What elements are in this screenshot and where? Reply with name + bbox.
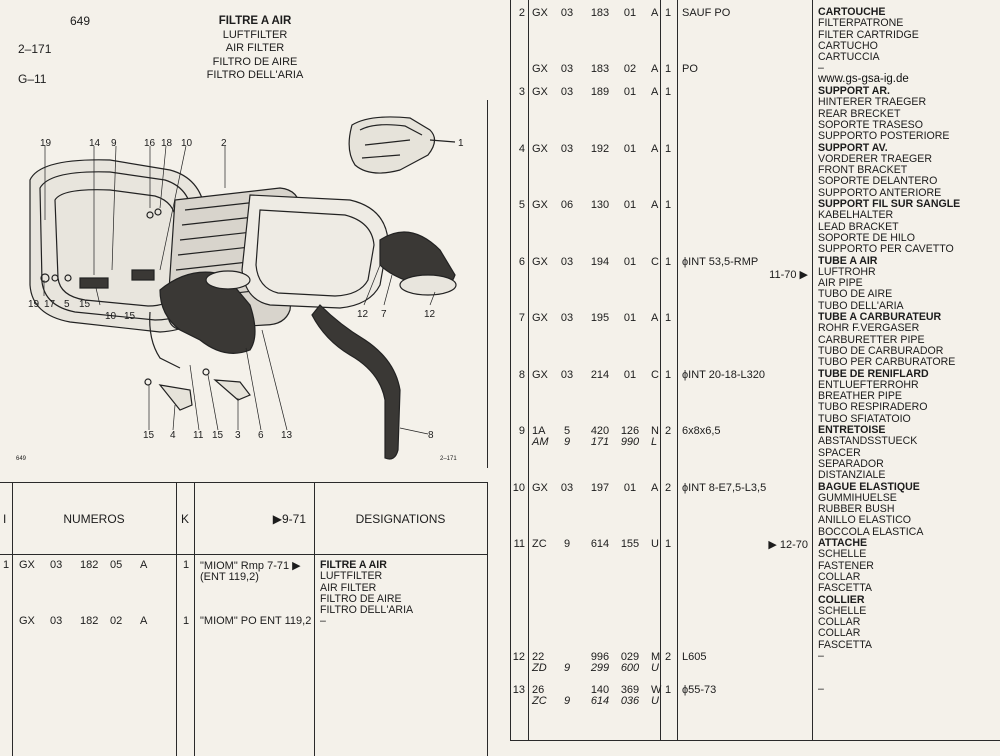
- callout-4: 4: [170, 430, 176, 441]
- right-col-rule-2: [660, 0, 661, 740]
- row-index: 4: [518, 142, 525, 155]
- remark: ϕ55-73: [682, 684, 717, 696]
- part-no-d: 01: [623, 199, 637, 211]
- designation-line: AIR PIPE: [818, 277, 863, 290]
- right-col-rule-1: [528, 0, 529, 740]
- part-no-1: GX: [19, 615, 35, 627]
- designation-line: SOPORTE TRASESO: [818, 118, 923, 131]
- callout-15c: 15: [143, 430, 155, 441]
- part-no-c: 140: [590, 684, 610, 696]
- callout-14: 14: [89, 138, 101, 149]
- col-header-numeros: NUMEROS: [63, 512, 125, 526]
- designation-line: FILTRE A AIR: [320, 559, 387, 571]
- part-no-d: 01: [623, 7, 637, 19]
- quantity: 1: [665, 312, 672, 324]
- designation-line: SUPPORTO POSTERIORE: [818, 130, 950, 143]
- row-index: 1: [3, 559, 10, 571]
- part-no-e: C: [651, 368, 659, 381]
- part-no-c: 183: [590, 7, 610, 19]
- alt-part-no-c: 171: [590, 436, 610, 449]
- callout-9: 9: [111, 138, 117, 149]
- part-no-a: GX: [532, 7, 548, 19]
- quantity: 1: [665, 368, 672, 381]
- quantity: 1: [183, 615, 190, 627]
- col-header-designations: DESIGNATIONS: [355, 512, 446, 526]
- alt-part-no-b: 9: [563, 436, 571, 449]
- alt-part-no-e: U: [651, 695, 659, 708]
- designation-line: TUBE DE RENIFLARD: [818, 367, 929, 380]
- part-no-5: A: [140, 615, 148, 627]
- designation-line: DISTANZIALE: [818, 469, 886, 482]
- callout-11: 11: [193, 430, 204, 441]
- alt-part-no-c: 614: [590, 695, 610, 708]
- part-no-a: 26: [532, 684, 545, 696]
- remark: "MIOM" PO ENT 119,2: [200, 615, 312, 627]
- alt-part-no-a: ZD: [532, 662, 547, 675]
- designation-line: FILTRO DE AIRE: [320, 592, 402, 605]
- part-no-d: 01: [623, 368, 637, 381]
- row-index: 12: [512, 651, 525, 663]
- quantity: 1: [665, 63, 672, 75]
- alt-part-no-d: 036: [620, 695, 640, 708]
- designation-line: BREATHER PIPE: [818, 390, 902, 403]
- designation-line: ENTLUEFTERROHR: [818, 378, 919, 391]
- remark-2: (ENT 119,2): [200, 571, 259, 583]
- row-index: 8: [518, 368, 525, 381]
- alt-part-no-e: L: [651, 436, 658, 449]
- part-no-e: A: [651, 481, 659, 494]
- quantity: 2: [665, 651, 672, 663]
- designation-line: SUPPORTO PER CAVETTO: [818, 243, 954, 256]
- designation-line: SOPORTE DELANTERO: [818, 175, 938, 188]
- part-no-d: 01: [623, 312, 637, 324]
- title-en: AIR FILTER: [225, 42, 285, 55]
- validity-date: 11-70 ▶: [769, 268, 808, 281]
- part-no-e: N: [651, 425, 659, 437]
- row-index: 11: [513, 538, 525, 550]
- remark: "MIOM" Rmp 7-71 ▶: [200, 560, 301, 572]
- watermark-link[interactable]: www.gs-gsa-ig.de: [818, 73, 909, 85]
- part-no-c: 197: [590, 481, 610, 494]
- part-no-b: 03: [560, 255, 574, 268]
- quantity: 1: [665, 684, 672, 696]
- right-table-bottom-rule: [510, 740, 1000, 741]
- callout-6: 6: [258, 430, 264, 441]
- part-no-2: 03: [50, 559, 63, 571]
- alt-part-no-e: U: [651, 662, 659, 675]
- designation-line: SEPARADOR: [818, 457, 884, 470]
- designation-line: FRONT BRACKET: [818, 164, 908, 177]
- designation-line: CARBURETTER PIPE: [818, 333, 925, 346]
- row-index: 9: [518, 425, 525, 437]
- part-no-d: 126: [620, 425, 640, 437]
- designation-line: KABELHALTER: [818, 209, 894, 222]
- remark: ϕINT 20-18-L320: [682, 368, 766, 381]
- designation-line: –: [818, 650, 824, 662]
- designation-line: ROHR F.VERGASER: [818, 322, 920, 335]
- title-it: FILTRO DELL'ARIA: [206, 69, 304, 82]
- col-header-k: K: [180, 512, 189, 526]
- alt-part-no-d: 600: [620, 662, 640, 675]
- designation-line: –: [818, 683, 824, 695]
- part-no-d: 01: [623, 481, 637, 494]
- designation-line: SPACER: [818, 446, 861, 459]
- row-index: 13: [512, 684, 525, 696]
- remark: 6x8x6,5: [682, 425, 721, 437]
- part-no-e: W: [651, 684, 662, 696]
- quantity: 1: [665, 199, 672, 211]
- designation-line: TUBO DE CARBURADOR: [818, 344, 944, 357]
- part-no-a: 22: [532, 651, 545, 663]
- part-no-e: A: [651, 199, 659, 211]
- part-no-c: 194: [590, 255, 610, 268]
- part-no-e: M: [651, 651, 661, 663]
- right-col-rule-4: [812, 0, 813, 740]
- designation-line: ATTACHE: [818, 537, 868, 549]
- row-index: 6: [518, 255, 525, 268]
- designation-line: CARTUCHO: [818, 39, 878, 52]
- quantity: 1: [183, 559, 190, 571]
- designation-line: ABSTANDSSTUECK: [818, 435, 918, 448]
- callout-10: 10: [181, 138, 193, 149]
- designation-line: COLLAR: [818, 570, 861, 583]
- quantity: 2: [665, 425, 672, 437]
- callout-8: 8: [428, 430, 434, 441]
- callout-12a: 12: [357, 309, 369, 320]
- part-no-b: 5: [563, 425, 571, 437]
- designation-line: SOPORTE DE HILO: [818, 231, 915, 244]
- designation-line: VORDERER TRAEGER: [818, 152, 933, 165]
- part-no-c: 189: [590, 86, 610, 98]
- callout-15b: 15: [124, 311, 136, 322]
- right-col-rule-3: [677, 0, 678, 740]
- part-no-d: 155: [620, 538, 640, 550]
- designation-line: RUBBER BUSH: [818, 503, 895, 516]
- alt-part-no-a: ZC: [532, 695, 547, 708]
- callout-10b: 10: [105, 311, 117, 322]
- remark: ϕINT 8-E7,5-L3,5: [682, 481, 767, 494]
- alt-part-no-b: 9: [563, 662, 571, 675]
- designation-line: FASTENER: [818, 559, 874, 572]
- designation-line: BAGUE ELASTIQUE: [818, 480, 920, 493]
- reference-code-2: G–11: [18, 72, 47, 86]
- designation-line: TUBO DELL'ARIA: [818, 299, 904, 312]
- alt-part-no-b: 9: [563, 695, 571, 708]
- diagram-border-right: [487, 100, 488, 468]
- part-no-b: 03: [560, 86, 574, 98]
- part-no-c: 996: [590, 651, 610, 663]
- designation-line: CARTUCCIA: [818, 51, 880, 64]
- row-index: 7: [518, 312, 525, 324]
- designation-line: COLLIER: [818, 593, 865, 606]
- part-no-c: 195: [590, 312, 610, 324]
- row-index: 10: [512, 481, 525, 494]
- part-no-b: 03: [560, 368, 574, 381]
- designation-line: TUBO SFIATATOIO: [818, 412, 911, 425]
- title-es: FILTRO DE AIRE: [212, 55, 298, 68]
- part-no-1: GX: [19, 559, 35, 571]
- designation-line: BOCCOLA ELASTICA: [818, 525, 924, 538]
- quantity: 1: [665, 86, 672, 98]
- designation-line: SUPPORT AV.: [818, 141, 888, 154]
- part-no-a: 1A: [532, 425, 546, 437]
- callout-15d: 15: [212, 430, 224, 441]
- part-no-a: GX: [532, 142, 548, 155]
- left-col-rule-5: [487, 482, 488, 756]
- part-no-d: 01: [623, 86, 637, 98]
- part-no-4: 05: [110, 559, 123, 571]
- designation-line: –: [320, 615, 326, 627]
- designation-line: HINTERER TRAEGER: [818, 96, 927, 109]
- designation-line: AIR FILTER: [320, 581, 377, 594]
- page-title: [175, 15, 335, 83]
- designation-line: TUBO PER CARBURATORE: [818, 356, 956, 369]
- callout-15a: 15: [79, 299, 91, 310]
- title-de: LUFTFILTER: [222, 28, 288, 41]
- callout-3: 3: [235, 430, 241, 441]
- left-table-top-rule: [0, 482, 487, 483]
- designation-line: TUBO RESPIRADERO: [818, 401, 928, 414]
- part-no-c: 214: [590, 368, 610, 381]
- designation-line: SCHELLE: [818, 548, 867, 561]
- part-no-a: ZC: [532, 538, 547, 550]
- designation-line: COLLAR: [818, 627, 861, 640]
- designation-line: COLLAR: [818, 616, 861, 629]
- alt-part-no-d: 990: [620, 436, 640, 449]
- part-no-a: GX: [532, 255, 548, 268]
- designation-line: REAR BRECKET: [818, 107, 901, 120]
- part-no-a: GX: [532, 481, 548, 494]
- part-no-d: 01: [623, 255, 637, 268]
- part-no-5: A: [140, 559, 148, 571]
- part-no-a: GX: [532, 199, 548, 211]
- col-header-i: I: [3, 512, 7, 526]
- title-fr: FILTRE A AIR: [218, 15, 292, 27]
- page-number: 649: [70, 14, 91, 28]
- designation-line: LUFTFILTER: [320, 570, 383, 583]
- quantity: 1: [665, 538, 672, 550]
- designation-line: SUPPORTO ANTERIORE: [818, 186, 942, 199]
- quantity: 2: [665, 481, 672, 494]
- designation-line: FILTER CARTRIDGE: [818, 28, 919, 41]
- part-no-e: A: [651, 142, 659, 155]
- reference-code-1: 2–171: [18, 42, 52, 56]
- part-no-b: 03: [560, 312, 574, 324]
- remark: PO: [682, 63, 698, 75]
- part-no-e: U: [651, 538, 659, 550]
- callout-7: 7: [381, 309, 387, 320]
- col-header-validity: ▶9-71: [272, 512, 306, 526]
- quantity: 1: [665, 142, 672, 155]
- callout-19b: 19: [28, 299, 40, 310]
- exploded-diagram: [0, 100, 487, 470]
- part-no-b: 03: [560, 481, 574, 494]
- designation-line: LUFTROHR: [818, 265, 876, 278]
- remark: L605: [682, 651, 707, 663]
- part-no-2: 03: [50, 615, 63, 627]
- part-no-3: 182: [80, 615, 99, 627]
- part-no-e: A: [651, 86, 659, 98]
- part-no-a: GX: [532, 368, 548, 381]
- diagram-corner-left: 649: [16, 456, 27, 462]
- part-no-c: 614: [590, 538, 610, 550]
- designation-line: FASCETTA: [818, 582, 872, 595]
- designation-line: CARTOUCHE: [818, 6, 886, 18]
- part-no-d: 369: [620, 684, 640, 696]
- row-index: 2: [518, 7, 525, 19]
- designation-line: SCHELLE: [818, 604, 867, 617]
- part-no-b: 03: [560, 142, 574, 155]
- part-no-b: 03: [560, 63, 574, 75]
- callout-1: 1: [458, 138, 464, 149]
- callout-18: 18: [161, 138, 173, 149]
- part-no-c: 420: [590, 425, 610, 437]
- remark: ϕINT 53,5-RMP: [682, 255, 759, 268]
- part-no-e: A: [651, 312, 659, 324]
- quantity: 1: [665, 7, 672, 19]
- part-no-a: GX: [532, 312, 548, 324]
- callout-12b: 12: [424, 309, 436, 320]
- part-no-d: 02: [623, 63, 637, 75]
- part-no-a: GX: [532, 86, 548, 98]
- designation-line: ANILLO ELASTICO: [818, 514, 912, 527]
- quantity: 1: [665, 255, 672, 268]
- part-no-d: 01: [623, 142, 637, 155]
- validity-date: ▶ 12-70: [768, 539, 808, 551]
- part-no-e: A: [651, 63, 659, 75]
- designation-line: GUMMIHUELSE: [818, 491, 897, 504]
- designation-line: FILTERPATRONE: [818, 17, 904, 30]
- callout-19: 19: [40, 138, 52, 149]
- part-no-c: 192: [590, 142, 610, 155]
- designation-line: LEAD BRACKET: [818, 220, 899, 233]
- callout-17: 17: [44, 299, 56, 310]
- callout-13: 13: [281, 430, 293, 441]
- part-no-e: A: [651, 7, 659, 19]
- part-no-d: 029: [620, 651, 640, 663]
- left-table-header-rule: [0, 554, 487, 555]
- designation-line: –: [818, 62, 824, 74]
- remark: SAUF PO: [682, 7, 731, 19]
- callout-5: 5: [64, 299, 70, 310]
- callout-2: 2: [221, 138, 227, 149]
- part-no-c: 130: [590, 199, 610, 211]
- designation-line: TUBE A AIR: [818, 254, 878, 267]
- part-no-4: 02: [110, 615, 123, 627]
- designation-line: ENTRETOISE: [818, 424, 886, 436]
- designation-line: TUBE A CARBURATEUR: [818, 311, 942, 323]
- designation-line: FILTRO DELL'ARIA: [320, 604, 414, 617]
- alt-part-no-a: AM: [532, 436, 549, 449]
- part-no-c: 183: [590, 63, 610, 75]
- designation-line: SUPPORT AR.: [818, 85, 891, 97]
- alt-part-no-c: 299: [590, 662, 610, 675]
- part-no-e: C: [651, 255, 659, 268]
- designation-line: TUBO DE AIRE: [818, 288, 893, 301]
- part-no-3: 182: [80, 559, 99, 571]
- row-index: 5: [518, 199, 525, 211]
- callout-16: 16: [144, 138, 156, 149]
- part-no-b: 03: [560, 7, 574, 19]
- diagram-corner-right: 2–171: [440, 456, 457, 462]
- row-index: 3: [518, 86, 525, 98]
- part-no-b: 06: [560, 199, 574, 211]
- designation-line: FASCETTA: [818, 638, 872, 651]
- designation-line: SUPPORT FIL SUR SANGLE: [818, 198, 961, 210]
- part-no-a: GX: [532, 63, 548, 75]
- part-no-b: 9: [563, 538, 571, 550]
